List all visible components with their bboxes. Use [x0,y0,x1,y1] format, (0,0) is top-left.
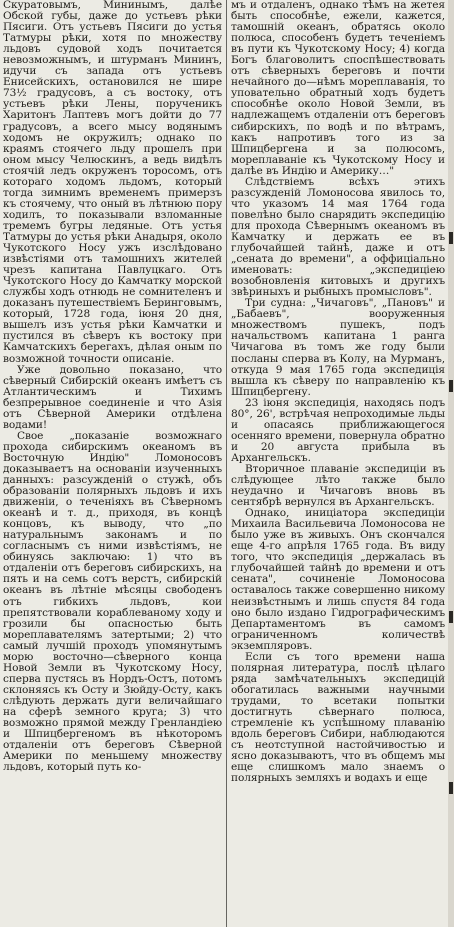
left-paragraph-1: Скуратовымъ, Мининымъ, далѣе Обской губы, даже до устьевъ рѣки Пясиги. Отъ устьевъ Пясиги до устья Татмуры рѣки, хотя по множеству льдовъ судовой ходъ почитается невозможнымъ, и штурманъ Мининъ, идучи съ запада отъ устьевъ Енисейскихъ, остановился не шире 73½ градусовъ, а съ востоку, отъ устьевъ рѣки Лены, порученикъ Харитонъ Лаптевъ могъ дойти до 77 градусовъ, а всего мысу водянымъ ходомъ не окружилъ; однако по краямъ стоячего льду прошелъ при оном мысу Челюскинъ, а ведь видѣлъ стоячій ледъ окруженъ торосомъ, отъ котораго ходомъ льдомъ, который тогда зимнимъ временемъ примерзъ къ стоячему, что оный въ лѣтнюю пору ходилъ, то показывали взломанные тремемъ бугры ледяные. Отъ устья Татмуры до устья рѣки Анадыря, около Чукотского Носу ужъ изслѣдовано извѣстіями отъ тамошнихъ жителей чрезъ капитана Павлуцкаго. Отъ Чукотского Носу до Камчатку морской службы ходъ отнюдь не сомнителенъ и доказанъ путешествіемъ Беринговымъ, который, 1728 года, іюня 20 дня, вышелъ изъ устья рѣки Камчатки и пустился въ сѣверъ къ востоку при Камчатскихъ берегахъ, дѣлая оным по возможной точности описаніе. [3,0,222,365]
edge-fragment [449,232,453,244]
left-column [3,0,222,927]
right-paragraph-3: Три судна: „Чичаговъ", „Пановъ" и „Бабаевъ", вооруженныя множествомъ пушекъ, подъ начальствомъ капитана 1 ранга Чичагова въ томъ же году были посланы сперва въ Колу, на Мурманъ, откуда 9 мая 1765 года экспедиція вышла къ сѣверу по направленію къ Шпицбергену. [231,297,445,398]
right-paragraph-2: Слѣдствіемъ всѣхъ этихъ разсужденій Ломоносова явилось то, что указомъ 14 мая 1764 года повелѣно было снарядить экспедицію для прохода Сѣвернымъ океаномъ въ Камчатку и держать ее въ глубочайшей тайнѣ, даже и отъ „сената до времени", а оффиціально именовать: „экспедиціею возобновленія китовыхъ и другихъ звѣриныхъ и рыбныхъ промысловъ". [231,175,445,299]
right-paragraph-7: Если съ того времени наша полярная литература, послѣ цѣлаго ряда замѣчательныхъ экспедицій обогатилась важными научными трудами, то всетаки попытки достигнуть сѣвернаго полюса, стремленіе къ успѣшному плаванію вдоль береговъ Сибири, наблюдаются съ неотступной настойчивостью и ясно доказываютъ, что въ общемъ мы еще слишкомъ мало знаемъ о полярныхъ земляхъ и водахъ и еще [231,650,445,785]
column-divider [226,0,227,927]
edge-fragment [449,782,453,794]
right-paragraph-6: Однако, иниціатора экспедиціи Михаила Васильевича Ломоносова не было уже въ живыхъ. Онъ скончался еще 4-го апрѣля 1765 года. Въ виду того, что экспедиція „держалась въ глубочайшей тайнѣ до времени и отъ сената", сочиненіе Ломоносова оставалось также совершенно никому неизвѣстнымъ и лишь спустя 84 года оно было издано Гидрографическимъ Департаментомъ въ самомъ ограниченномъ количествѣ экземпляровъ. [231,507,445,652]
right-paragraph-1: мъ и отдаленъ, однако тѣмъ на жетея быть способнѣе, ежели, кажется, тамошній океанъ, обратясь около полюса, способенъ будетъ теченіемъ въ пути къ Чукотскому Носу; 4) когда Богъ благоволитъ споспѣшествовать отъ сѣверныхъ береговъ и почти нечайного до—нѣмъ мореплаванія, то уповательно обратный ходъ будетъ способнѣе около Новой Земли, въ надлежащемъ отдаленіи отъ береговъ сибирскихъ, по водѣ и по вѣтрамъ, какъ напротивъ того из за Шпицбергена и за полюсомъ, мореплаваніе къ Чукотскому Носу и далѣе въ Индію и Америку…" [231,0,445,177]
right-paragraph-5: Вторичное плаваніе экспедиціи въ слѣдующее лѣто также было неудачно и Чичаговъ вновь въ сентябрѣ вернулся въ Архангельскъ. [231,462,445,509]
edge-fragment [449,611,453,623]
right-column [231,0,445,927]
left-paragraph-3: Свое „показаніе возможнаго прохода сибирскимъ океаномъ въ Восточную Индію" Ломоносовъ доказываетъ на основаніи изученныхъ данныхъ: разсужденій о стужѣ, объ образованіи полярныхъ льдовъ и ихъ движеніи, о теченіяхъ въ Сѣверномъ океанѣ и т. д., приходя, въ концѣ концовъ, къ выводу, что „по натуральнымъ законамъ и по согласнымъ съ ними извѣстіямъ, не обинуясь заключаю: 1) что въ отдаленіи отъ береговъ сибирскихъ, на пять и на семь сотъ верстъ, сибирскій океанъ въ лѣтніе мѣсяцы свободенъ отъ гибкихъ льдовъ, кои препятствовали кораблеваному ходу и грозили бы опасностью быть мореплавателямъ затертыми; 2) что самый лучшій проходъ упомянутымъ морю восточно—сѣверного конца Новой Земли въ Чукотскому Носу, сперва пустясь въ Нордъ-Остъ, потомъ склоняясь къ Осту и Зюйду-Осту, какъ слѣдують держать дуги величайшаго на сферѣ земного круга; 3) что возможно прямой между Гренландіею и Шпицбергеномъ въ нѣкоторомъ отдаленіи отъ береговъ Сѣверной Америки по меньшему множеству льдовъ, который путь ко- [3,429,222,774]
edge-fragment [449,380,453,392]
right-paragraph-4: 23 іюня экспедиція, находясь подъ 80°, 26', встрѣчая непроходимые льды и опасаясь приближающегося осенняго времени, повернула обратно и 20 августа прибыла въ Архангельскъ. [231,396,445,464]
left-paragraph-2: Уже довольно показано, что сѣверный Сибирскій океанъ имѣетъ съ Атлантическимъ и Тихимъ безпрерывное соединеніе и что Азія отъ Сѣверной Америки отдѣлена водами! [3,363,222,431]
